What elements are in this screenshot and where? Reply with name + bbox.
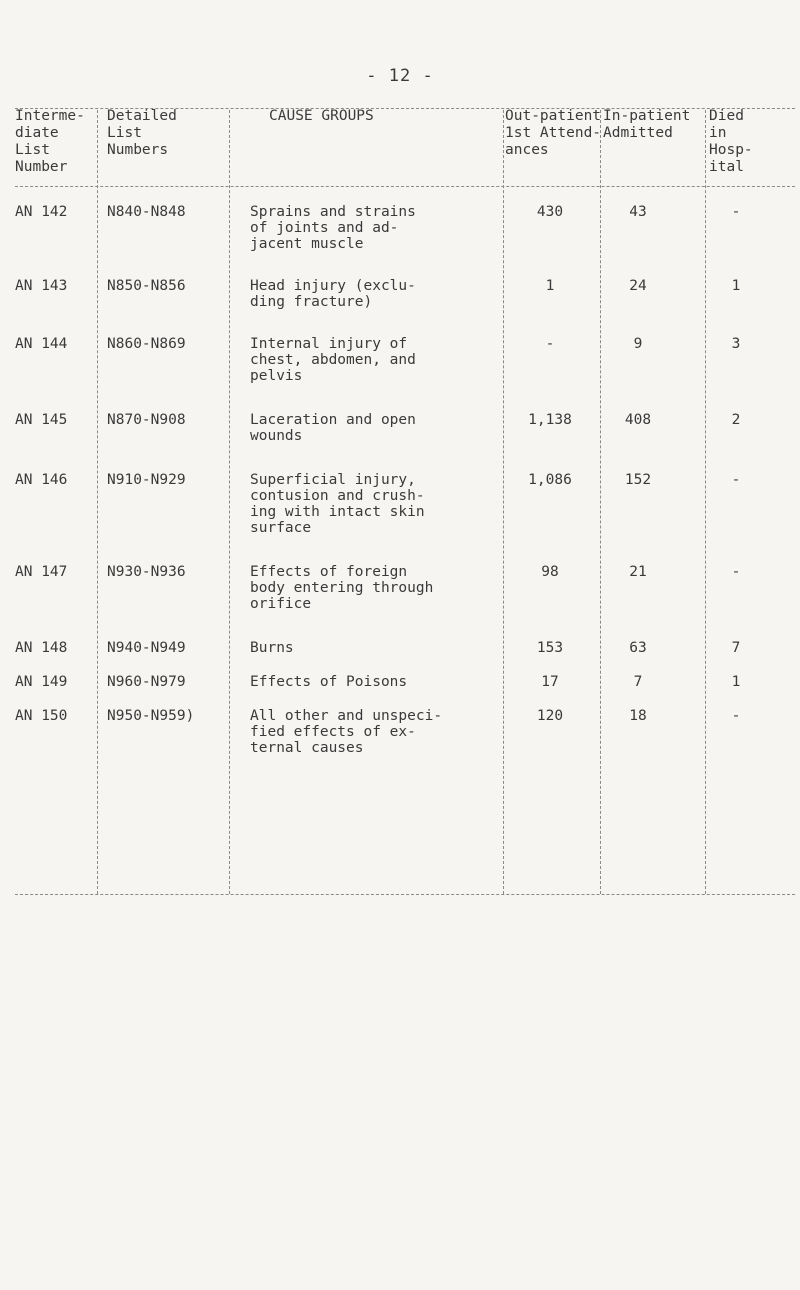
died-count: 1 [731,674,741,690]
died-count: - [731,204,741,220]
header-detailed-list-numbers: Detailed List Numbers [107,108,177,158]
inpatient-count: 21 [629,564,647,580]
intermediate-list-number: AN 148 [15,640,68,656]
died-count: 2 [731,412,741,428]
injury-statistics-table [15,108,795,1108]
cause-group: Internal injury of chest, abdomen, and pelvis [250,336,416,384]
detailed-list-numbers: N850-N856 [107,278,186,294]
outpatient-count: 153 [536,640,564,656]
intermediate-list-number: AN 147 [15,564,68,580]
inpatient-count: 408 [624,412,652,428]
outpatient-count: 1,138 [528,412,572,428]
detailed-list-numbers: N960-N979 [107,674,186,690]
intermediate-list-number: AN 149 [15,674,68,690]
detailed-list-numbers: N860-N869 [107,336,186,352]
header-inpatient-admitted: In-patient Admitted [603,108,691,141]
cause-group: Superficial injury, contusion and crush- ing with intact skin surface [250,472,425,536]
outpatient-count: 17 [541,674,559,690]
outpatient-count: 430 [536,204,564,220]
header-died-in-hospital: Died in Hosp- ital [709,108,753,175]
header-intermediate-list-number: Interme- diate List Number [15,108,85,175]
died-count: 7 [731,640,741,656]
inpatient-count: 152 [624,472,652,488]
cause-group: Effects of foreign body entering through orifice [250,564,434,612]
header-cause-groups: CAUSE GROUPS [269,108,374,124]
intermediate-list-number: AN 143 [15,278,68,294]
table-row [15,708,795,768]
header-outpatient-attendances: Out-patient 1st Attend- ances [505,108,602,158]
inpatient-count: 18 [629,708,647,724]
table-row [15,564,795,624]
table-bottom-rule [15,894,795,895]
died-count: - [731,472,741,488]
header-bottom-rule [15,186,795,187]
died-count: 3 [731,336,741,352]
detailed-list-numbers: N940-N949 [107,640,186,656]
inpatient-count: 24 [629,278,647,294]
intermediate-list-number: AN 144 [15,336,68,352]
outpatient-count: 120 [536,708,564,724]
page-number: - 12 - [366,66,434,86]
inpatient-count: 9 [633,336,643,352]
cause-group: All other and unspeci- fied effects of ex- ternal causes [250,708,443,756]
inpatient-count: 43 [629,204,647,220]
intermediate-list-number: AN 142 [15,204,68,220]
table-row [15,412,795,472]
cause-group: Sprains and strains of joints and ad- jacent muscle [250,204,416,252]
cause-group: Burns [250,640,294,656]
outpatient-count: 98 [541,564,559,580]
table-row [15,336,795,396]
cause-group: Head injury (exclu- ding fracture) [250,278,416,310]
outpatient-count: 1,086 [528,472,572,488]
table-row [15,204,795,264]
detailed-list-numbers: N870-N908 [107,412,186,428]
detailed-list-numbers: N910-N929 [107,472,186,488]
inpatient-count: 63 [629,640,647,656]
died-count: - [731,708,741,724]
intermediate-list-number: AN 150 [15,708,68,724]
detailed-list-numbers: N930-N936 [107,564,186,580]
died-count: 1 [731,278,741,294]
outpatient-count: - [545,336,555,352]
cause-group: Laceration and open wounds [250,412,416,444]
detailed-list-numbers: N950-N959) [107,708,195,724]
inpatient-count: 7 [633,674,643,690]
table-row [15,278,795,338]
outpatient-count: 1 [545,278,555,294]
table-row [15,472,795,536]
intermediate-list-number: AN 145 [15,412,68,428]
detailed-list-numbers: N840-N848 [107,204,186,220]
intermediate-list-number: AN 146 [15,472,68,488]
died-count: - [731,564,741,580]
cause-group: Effects of Poisons [250,674,408,690]
